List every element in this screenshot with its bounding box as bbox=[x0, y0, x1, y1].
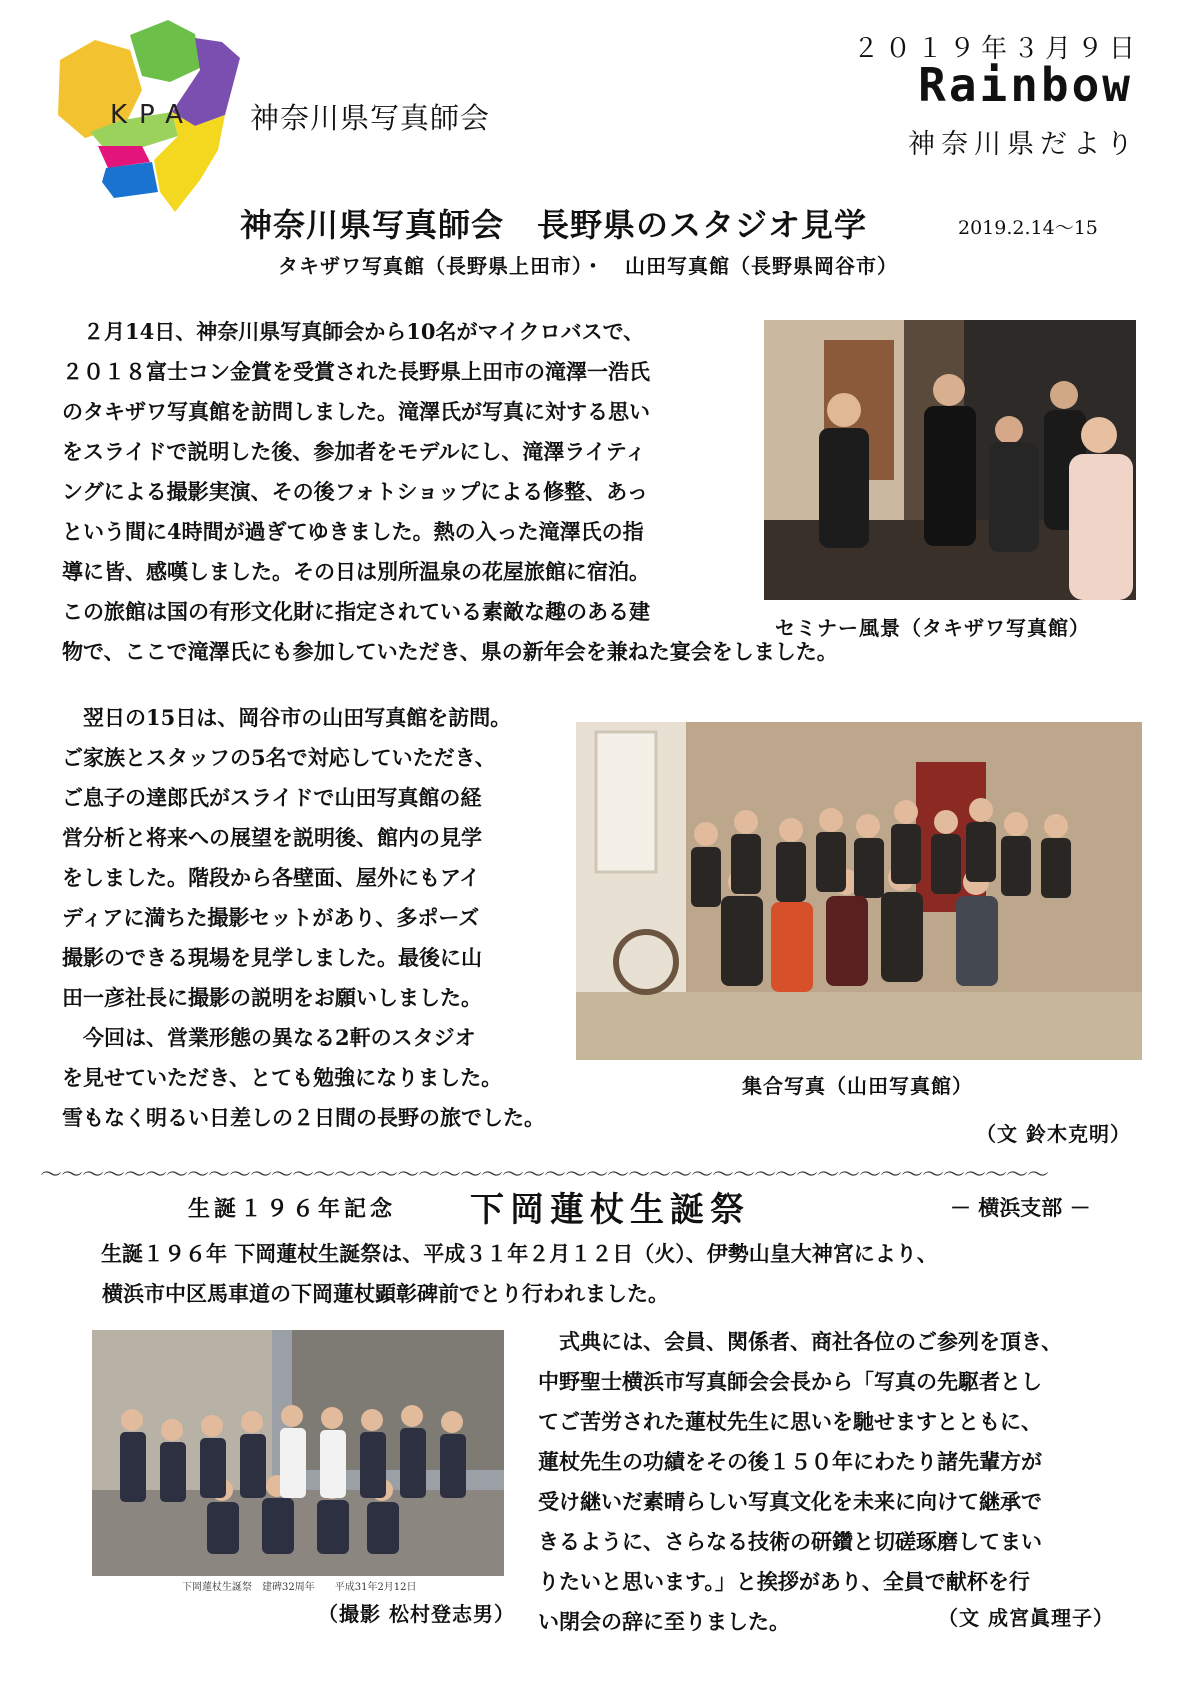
article1-subtitle: タキザワ写真館（長野県上田市）・ 山田写真館（長野県岡谷市） bbox=[278, 254, 898, 278]
text-line: ご家族とスタッフの5名で対応していただき、 bbox=[62, 745, 496, 770]
text-line: 横浜市中区馬車道の下岡蓮杖顕彰碑前でとり行われました。 bbox=[102, 1281, 669, 1306]
ceremony-photo-credit: （撮影 松村登志男） bbox=[318, 1602, 515, 1626]
newsletter-title: Rainbow bbox=[918, 58, 1133, 112]
group-photo-illustration bbox=[576, 722, 1142, 1060]
text-line: 営分析と将来への展望を説明後、館内の見学 bbox=[62, 825, 482, 850]
wave-divider: 〜〜〜〜〜〜〜〜〜〜〜〜〜〜〜〜〜〜〜〜〜〜〜〜〜〜〜〜〜〜〜〜〜〜〜〜〜〜〜〜〜〜〜〜〜〜〜〜 bbox=[40, 1163, 1049, 1188]
ceremony-photo bbox=[92, 1330, 504, 1592]
text-line: 蓮杖先生の功績をその後１５０年にわたり諸先輩方が bbox=[538, 1449, 1042, 1474]
article1-period: 2019.2.14〜15 bbox=[958, 217, 1098, 239]
text-line: 雪もなく明るい日差しの２日間の長野の旅でした。 bbox=[62, 1105, 545, 1130]
seminar-photo-caption: セミナー風景（タキザワ写真館） bbox=[775, 616, 1090, 640]
text-line: 田一彦社長に撮影の説明をお願いしました。 bbox=[62, 985, 482, 1010]
text-line: を見せていただき、とても勉強になりました。 bbox=[62, 1065, 503, 1090]
text-line: という間に4時間が過ぎてゆきました。熱の入った滝澤氏の指 bbox=[62, 519, 644, 544]
text-line: 物で、ここで滝澤氏にも参加していただき、県の新年会を兼ねた宴会をしました。 bbox=[62, 639, 838, 664]
newsletter-subtitle: 神奈川県だより bbox=[908, 129, 1139, 160]
text-line: 式典には、会員、関係者、商社各位のご参列を頂き、 bbox=[538, 1329, 1063, 1354]
article1-paragraph-b bbox=[62, 698, 545, 1138]
article2-intro bbox=[80, 1234, 938, 1314]
article2-author: （文 成宮眞理子） bbox=[938, 1606, 1114, 1630]
article2-body bbox=[538, 1322, 1062, 1642]
text-line: てご苦労された蓮杖先生に思いを馳せますとともに、 bbox=[538, 1409, 1042, 1434]
article1-paragraph-a bbox=[62, 312, 838, 672]
text-line: ご息子の達郎氏がスライドで山田写真館の経 bbox=[62, 785, 482, 810]
article1-author: （文 鈴木克明） bbox=[976, 1122, 1131, 1146]
text-line: ングによる撮影実演、その後フォトショップによる修整、あっ bbox=[62, 479, 648, 504]
seminar-photo-illustration bbox=[764, 320, 1136, 600]
text-line: ２０１８富士コン金賞を受賞された長野県上田市の滝澤一浩氏 bbox=[62, 359, 650, 384]
article2-title: 下岡蓮杖生誕祭 bbox=[470, 1190, 750, 1230]
text-line: 撮影のできる現場を見学しました。最後に山 bbox=[62, 945, 482, 970]
article1-title: 神奈川県写真師会 長野県のスタジオ見学 bbox=[240, 206, 868, 244]
text-line: をしました。階段から各壁面、屋外にもアイ bbox=[62, 865, 481, 890]
text-line: ディアに満ちた撮影セットがあり、多ポーズ bbox=[62, 905, 480, 930]
text-line: 導に皆、感嘆しました。その日は別所温泉の花屋旅館に宿泊。 bbox=[62, 559, 650, 584]
text-line: 生誕１９６年 下岡蓮杖生誕祭は、平成３１年２月１２日（火）、伊勢山皇大神宮により、 bbox=[80, 1241, 938, 1266]
text-line: ２月14日、神奈川県写真師会から10名がマイクロバスで、 bbox=[62, 319, 645, 344]
text-line: い閉会の辞に至りました。 bbox=[538, 1609, 790, 1634]
group-photo bbox=[576, 722, 1142, 1060]
article2-branch: － 横浜支部 － bbox=[950, 1195, 1091, 1220]
seminar-photo bbox=[764, 320, 1136, 600]
ceremony-photo-inner-caption: 下岡蓮杖生誕祭 建碑32周年 平成31年2月12日 bbox=[182, 1582, 417, 1592]
text-line: 中野聖士横浜市写真師会会長から「写真の先駆者とし bbox=[538, 1369, 1042, 1394]
text-line: りたいと思います。」と挨拶があり、全員で献杯を行 bbox=[538, 1569, 1030, 1594]
text-line: のタキザワ写真館を訪問しました。滝澤氏が写真に対する思い bbox=[62, 399, 650, 424]
text-line: きるように、さらなる技術の研鑽と切磋琢磨してまい bbox=[538, 1529, 1042, 1554]
issue-date: ２０１９年３月９日 bbox=[852, 34, 1141, 64]
article2-lead: 生誕１９６年記念 bbox=[188, 1196, 397, 1222]
text-line: をスライドで説明した後、参加者をモデルにし、滝澤ライティ bbox=[62, 439, 647, 464]
text-line: 受け継いだ素晴らしい写真文化を未来に向けて継承で bbox=[538, 1489, 1042, 1514]
text-line: この旅館は国の有形文化財に指定されている素敵な趣のある建 bbox=[62, 599, 650, 624]
text-line: 翌日の15日は、岡谷市の山田写真館を訪問。 bbox=[62, 705, 512, 730]
association-name: 神奈川県写真師会 bbox=[250, 101, 491, 135]
ceremony-photo-illustration bbox=[92, 1330, 504, 1576]
text-line: 今回は、営業形態の異なる2軒のスタジオ bbox=[62, 1025, 476, 1050]
kpa-logo-text: KPA bbox=[110, 100, 195, 130]
group-photo-caption: 集合写真（山田写真館） bbox=[742, 1074, 973, 1098]
